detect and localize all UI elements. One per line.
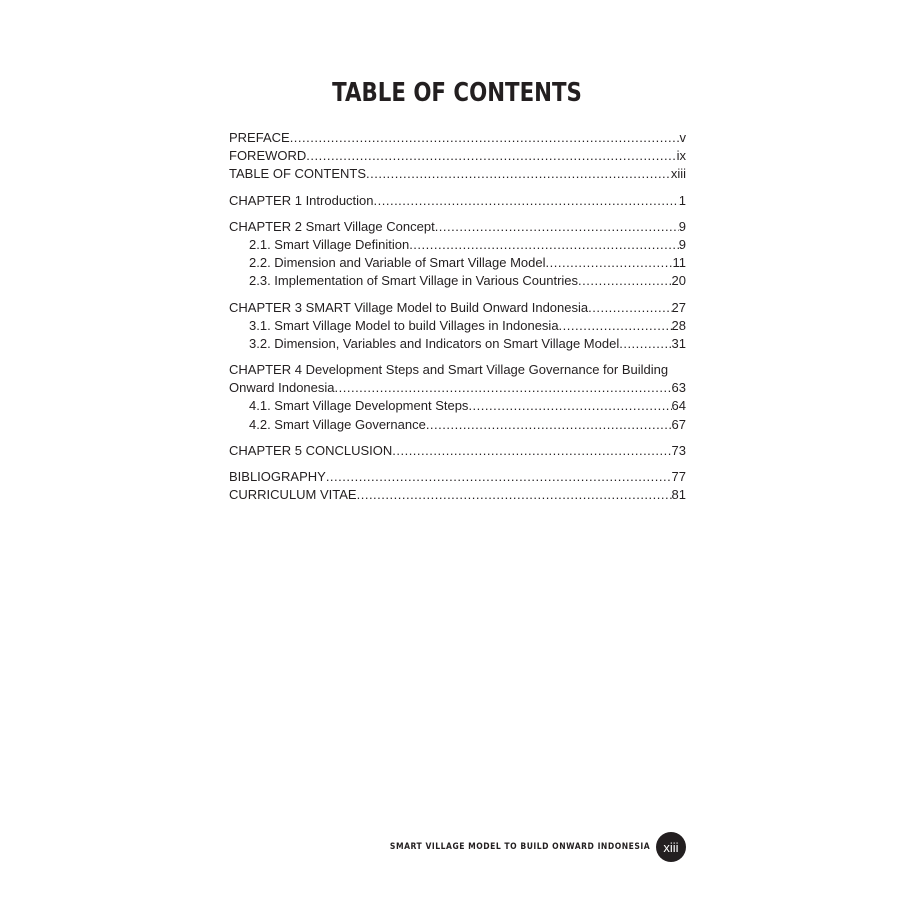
toc-entry-section-4-2[interactable] <box>229 416 686 434</box>
toc-entry-chapter-2[interactable] <box>229 218 686 236</box>
dot-leader <box>409 236 679 254</box>
dot-leader <box>578 272 672 290</box>
toc-entry-page: 31 <box>671 335 686 351</box>
dot-leader <box>290 129 680 147</box>
toc-entry-section-3-2[interactable] <box>229 335 686 353</box>
dot-leader <box>366 165 671 183</box>
toc-front-matter <box>229 129 686 184</box>
toc-entry-page: 9 <box>678 218 686 234</box>
dot-leader <box>559 317 672 335</box>
toc-entry-label: BIBLIOGRAPHY <box>229 469 326 484</box>
toc-entry-label: 4.1. Smart Village Development Steps <box>249 398 469 414</box>
toc-entry-label: CHAPTER 3 SMART Village Model to Build Onward Indonesia <box>229 299 589 315</box>
dot-leader <box>588 299 671 317</box>
toc-entry-section-4-1[interactable] <box>229 397 686 415</box>
dot-leader <box>546 254 673 272</box>
toc-entry-chapter-5[interactable] <box>229 442 686 460</box>
toc-entry-label: 2.3. Implementation of Smart Village in Various Countries <box>249 273 579 289</box>
toc-entry-bibliography[interactable] <box>229 468 686 486</box>
dot-leader <box>435 218 679 236</box>
dot-leader <box>335 379 672 397</box>
toc-entry-page: 1 <box>678 192 686 208</box>
toc-chapter-5 <box>229 442 686 460</box>
toc-entry-page: 81 <box>671 487 686 503</box>
toc-entry-label: CHAPTER 1 Introduction <box>229 192 374 208</box>
toc-entry-label: TABLE OF CONTENTS <box>229 166 366 182</box>
toc-back-matter <box>229 468 686 504</box>
toc-chapter-3 <box>229 299 686 354</box>
toc-entry-label: 2.2. Dimension and Variable of Smart Village Model <box>249 255 546 271</box>
dot-leader <box>619 335 671 353</box>
toc-entry-page: 9 <box>678 236 686 252</box>
toc-entry-label: CHAPTER 4 Development Steps and Smart Village Governance for Building <box>229 362 669 378</box>
toc-entry-label: 3.1. Smart Village Model to build Villages in Indonesia <box>249 317 559 333</box>
toc-entry-label: CHAPTER 5 CONCLUSION <box>229 442 393 458</box>
toc-entry-chapter-4-line-2[interactable] <box>229 379 686 397</box>
running-footer-title: SMART VILLAGE MODEL TO BUILD ONWARD INDONESIA <box>389 842 650 852</box>
toc-entry-label: Onward Indonesia <box>229 380 335 396</box>
page-title: TABLE OF CONTENTS <box>332 78 582 108</box>
toc-chapter-2 <box>229 218 686 291</box>
toc-entry-section-2-3[interactable] <box>229 272 686 290</box>
toc-entry-page: 67 <box>671 416 686 432</box>
dot-leader <box>306 147 676 165</box>
toc-entry-page: 63 <box>671 380 686 396</box>
toc-entry-foreword[interactable] <box>229 147 686 165</box>
page-footer <box>344 832 686 862</box>
toc-entry-chapter-4-line-1[interactable] <box>229 361 686 379</box>
toc-entry-curriculum-vitae[interactable] <box>229 486 686 504</box>
toc-entry-page: 73 <box>671 442 686 458</box>
toc-entry-page: xiii <box>670 166 686 182</box>
toc-entry-section-2-2[interactable] <box>229 254 686 272</box>
toc-entry-page: ix <box>676 148 686 164</box>
toc-entry-page: 20 <box>671 273 686 289</box>
toc-entry-label: 4.2. Smart Village Governance <box>249 416 426 432</box>
toc-entry-table-of-contents[interactable] <box>229 165 686 183</box>
toc-entry-label: CURRICULUM VITAE <box>229 487 357 503</box>
toc-entry-label: CHAPTER 2 Smart Village Concept <box>229 218 435 234</box>
dot-leader <box>468 397 671 415</box>
toc-entry-page: 27 <box>671 299 686 315</box>
dot-leader <box>357 486 672 504</box>
toc-chapter-4 <box>229 361 686 434</box>
toc-entry-label: PREFACE <box>229 130 290 145</box>
toc-entry-page: 11 <box>672 255 686 271</box>
toc-entry-section-3-1[interactable] <box>229 317 686 335</box>
page-number-badge: xiii <box>656 832 686 862</box>
dot-leader <box>326 468 672 486</box>
table-of-contents <box>229 129 686 512</box>
toc-entry-page: 28 <box>671 317 686 333</box>
toc-entry-page: v <box>679 130 686 145</box>
toc-entry-label: 3.2. Dimension, Variables and Indicators on Smart Village Model <box>249 335 620 351</box>
toc-entry-chapter-1[interactable] <box>229 192 686 210</box>
toc-entry-label: FOREWORD <box>229 148 307 164</box>
dot-leader <box>392 442 671 460</box>
toc-entry-preface[interactable] <box>229 129 686 147</box>
toc-entry-chapter-3[interactable] <box>229 299 686 317</box>
toc-entry-page: 77 <box>671 469 686 484</box>
toc-entry-section-2-1[interactable] <box>229 236 686 254</box>
toc-chapter-1 <box>229 192 686 210</box>
toc-entry-page: 64 <box>671 398 686 414</box>
dot-leader <box>426 416 672 434</box>
toc-entry-label: 2.1. Smart Village Definition <box>249 236 410 252</box>
dot-leader <box>374 192 679 210</box>
